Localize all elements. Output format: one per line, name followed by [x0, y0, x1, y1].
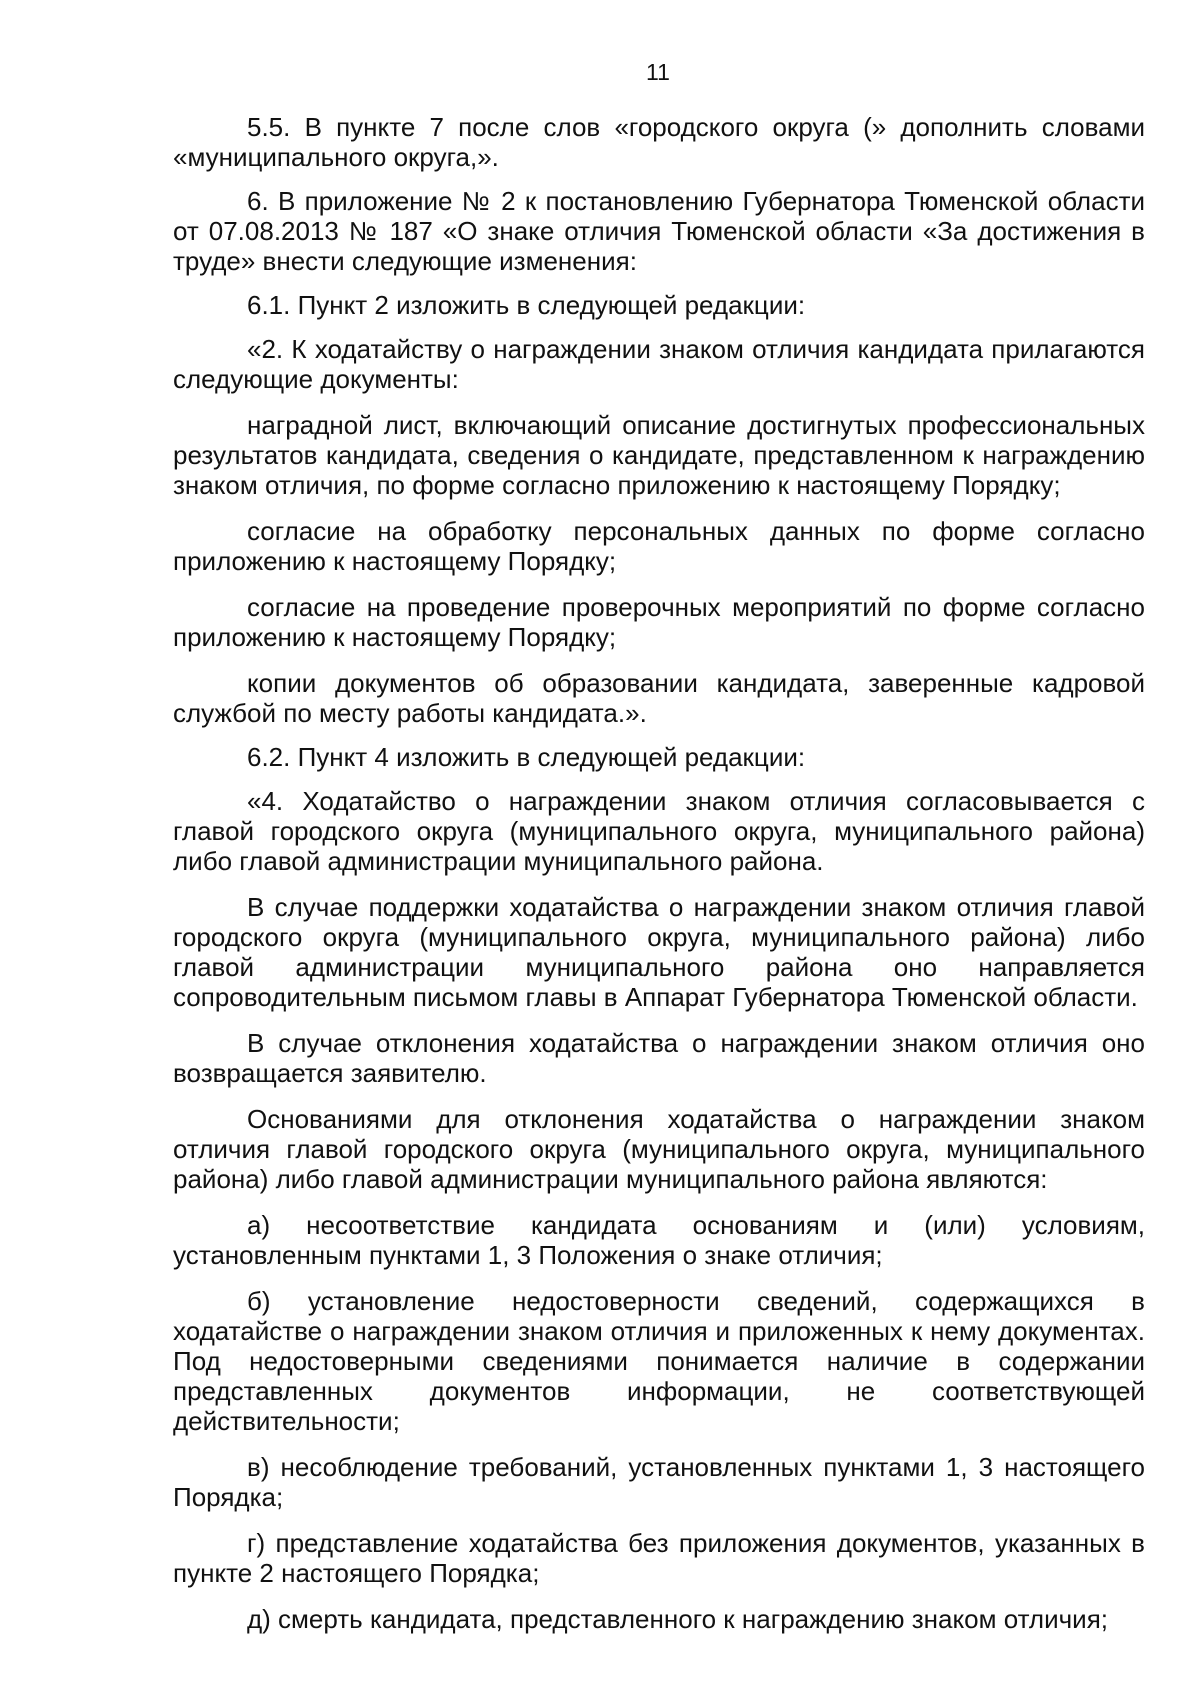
page-number: 11 [646, 59, 670, 85]
paragraph-support-case: В случае поддержки ходатайства о награждении знаком отличия главой городского округа (муниципального округа, муниципального района) либо главой администрации муниципального района оно направляется сопроводительным письмом главы в Аппарат Губернатора Тюменской области. [173, 892, 1145, 1012]
paragraph-item-4: «4. Ходатайство о награждении знаком отличия согласовывается с главой городского округа (муниципального округа, муниципального района) либо главой администрации муниципального района. [173, 786, 1145, 876]
paragraph-ground-d: д) смерть кандидата, представленного к награждению знаком отличия; [247, 1604, 1108, 1634]
paragraph-rejection-case: В случае отклонения ходатайства о награждении знаком отличия оно возвращается заявителю. [173, 1028, 1145, 1088]
paragraph-6-2: 6.2. Пункт 4 изложить в следующей редакции: [247, 742, 806, 772]
paragraph-consent-checks: согласие на проведение проверочных мероприятий по форме согласно приложению к настоящему Порядку; [173, 592, 1145, 652]
paragraph-item-2: «2. К ходатайству о награждении знаком отличия кандидата прилагаются следующие документы: [173, 334, 1145, 394]
paragraph-ground-v: в) несоблюдение требований, установленных пунктами 1, 3 настоящего Порядка; [173, 1452, 1145, 1512]
paragraph-award-sheet: наградной лист, включающий описание достигнутых профессиональных результатов кандидата, сведения о кандидате, представленном к награждению знаком отличия, по форме согласно приложению к настоящему Порядку; [173, 410, 1145, 500]
paragraph-5-5: 5.5. В пункте 7 после слов «городского округа (» дополнить словами «муниципального округа,». [173, 112, 1145, 172]
paragraph-ground-a: а) несоответствие кандидата основаниям и (или) условиям, установленным пунктами 1, 3 Положения о знаке отличия; [173, 1210, 1145, 1270]
paragraph-6-1: 6.1. Пункт 2 изложить в следующей редакции: [247, 290, 806, 320]
paragraph-consent-personal-data: согласие на обработку персональных данных по форме согласно приложению к настоящему Порядку; [173, 516, 1145, 576]
paragraph-6: 6. В приложение № 2 к постановлению Губернатора Тюменской области от 07.08.2013 № 187 «О знаке отличия Тюменской области «За достижения в труде» внести следующие изменения: [173, 186, 1145, 276]
paragraph-ground-g: г) представление ходатайства без приложения документов, указанных в пункте 2 настоящего Порядка; [173, 1528, 1145, 1588]
paragraph-rejection-grounds: Основаниями для отклонения ходатайства о награждении знаком отличия главой городского округа (муниципального округа, муниципального района) либо главой администрации муниципального района являются: [173, 1104, 1145, 1194]
document-body [173, 112, 1145, 1634]
paragraph-ground-b: б) установление недостоверности сведений, содержащихся в ходатайстве о награждении знаком отличия и приложенных к нему документах. Под недостоверными сведениями понимается наличие в содержании представленных документов информации, не соответствующей действительности; [173, 1286, 1145, 1436]
paragraph-education-copies: копии документов об образовании кандидата, заверенные кадровой службой по месту работы кандидата.». [173, 668, 1145, 728]
